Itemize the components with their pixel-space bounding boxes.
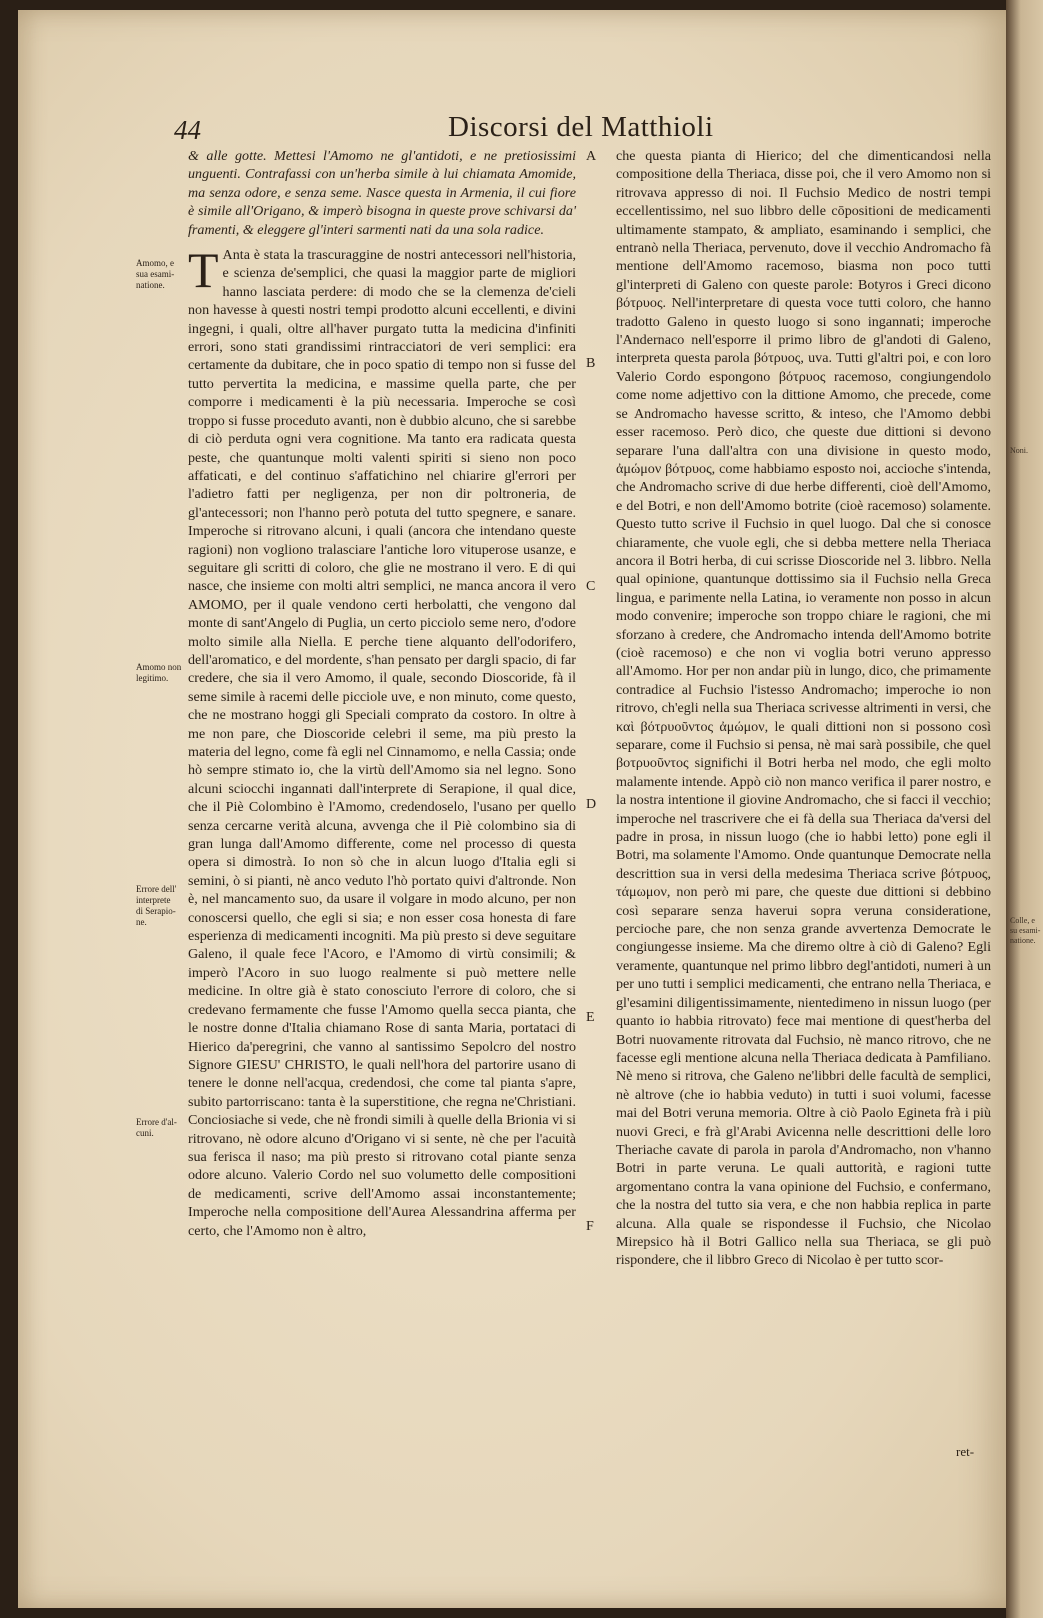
running-title: Discorsi del Matthioli	[448, 111, 714, 143]
gutter-note: Colle, e su esami- natione.	[1010, 916, 1041, 945]
marginal-note: Errore dell' interprete di Serapio- ne.	[136, 884, 177, 927]
right-body-text: che questa pianta di Hierico; del che dimenticandosi nella compositione della Theriaca, disse poi, che il vero Amomo non si ritrovava appresso di noi. Il Fuchsio Medico de nostri tempi eccellentissimo, nel suo libbro delle cōpositioni de medicamenti ultimamente stampato, & ampliato, esaminando i semplici, che entranò nella Theriaca, pervenuto, dove il vecchio Andromacho fà mentione dell'Amomo racemoso, biasma non poco tutti gl'interpreti di Galeno con queste parole: Botyros i Greci dicono βότρυος. Nell'interpretare di questa voce tutti coloro, che hanno tradotto Galeno in questo luogo si sono ingannati; imperoche l'Andernaco nell'esporre il primo libro de gl'andoti di Galeno, interpreta questa parola βότρυος, uva. Tutti gl'altri poi, e con loro Valerio Cordo espongono βότρυος racemoso, congiungendolo come nome adjettivo con la dittione Amomo, che precede, come se Andromacho havesse scritto, & inteso, che l'Amomo debbi esser racemoso. Però dico, che queste due dittioni si devono separare l'una dall'altra con una divisione in questo modo, ἀμώμον βότρυος, come habbiamo esposto noi, accioche s'intenda, che Andromacho scrive di due herbe differenti, cioè dell'Amomo, e del Botri, e non dell'Amomo botrite (cioè racemoso) solamente. Questo tutto scrive il Fuchsio in quel luogo. Dal che si conosce chiaramente, che vuole egli, che si debba mettere nella Theriaca ancora il Botri herba, di cui scrisse Dioscoride nel 3. libbro. Nella qual opinione, quantunque dottissimo sia il Fuchsio nella Greca lingua, e parimente nella Latina, io veramente non posso in alcun modo convenire; imperoche son troppo chiare le ragioni, che mi sforzano à credere, che Andromacho intenda dell'Amomo botrite (cioè racemoso) e che non vi voglia botri veruno appresso all'Amomo. Hor per non andar più in lungo, dico, che primamente contradice al Fuchsio l'istesso Andromacho; imperoche io non ritrovo, ch'egli nella sua Theriaca scrivesse altrimenti in versi, che καὶ βότρυοῦντος ἀμώμον, le quali dittioni non si possono così separare, come il Fuchsio si pensa, nè mai sarà possibile, che quel βοτρυοῦντος significhi il Botri herba nel modo, che egli molto malamente intende. Appò ciò non manco verifica il parer nostro, e la nostra intentione il giovine Andromacho, che si facci il vecchio; imperoche nel trascrivere che ei fà della sua Theriaca da'versi del padre in prosa, in nissun luogo (che io habbi letto) pone egli il Botri, ma solamente l'Amomo. Onde quantunque Democrate nella descrittion sua in versi della medesima Theriaca scrive βότρυος, τάμωμον, non però mi pare, che queste due dittioni si debbino così separare senza haverui sopra veruna consideratione, percioche pare, che non senza grande avvertenza Democrate le congiungesse insieme. Ma che diremo oltre à ciò di Galeno? Egli veramente, quantunque nel primo libbro degl'antidoti, numeri à un per uno tutti i semplici medicamenti, che entrano nella Theriaca, e gl'esamini diligentissimamente, nientedimeno in nissun luogo (per quanto io habbia ritrovato) fece mai mentione di quest'herba del Botri nuovamente ritrovata dal Fuchsio, nè manco ritrovo, che ne facesse egli mentione alcuna nella Theriaca dedicata à Pamfiliano. Nè meno si ritrova, che Galeno ne'libbri delle facultà de semplici, nè altrove (che io habbia veduto) in tutti i suoi volumi, facesse mai del Botri veruna memoria. Oltre à ciò Paolo Egineta frà i più nuovi Greci, e frà gl'Arabi Avicenna nelle descrittioni delle loro Theriache cavate di parola in parola d'Andromacho, non v'hanno Botri in parte veruna. Le quali auttorità, e ragioni tutte argomentano contra la vana opinione del Fuchsio, e confermano, che la nostra del tutto sia vera, e che non habbia replica in parte alcuna. Alla quale se rispondesse il Fuchsio, che Nicolao Mirepsico hà il Botri Gallico nella sua Theriaca, se gli può rispondere, che il libbro Greco di Nicolao è per tutto scor-	[616, 148, 991, 1269]
page-number: 44	[174, 115, 201, 145]
page-header	[18, 107, 1008, 147]
section-letter: E	[586, 1010, 595, 1025]
section-letter: D	[586, 797, 597, 812]
next-page-edge	[1006, 0, 1043, 1618]
left-body	[188, 242, 576, 1240]
marginal-note: Amomo non legitimo.	[136, 662, 182, 683]
section-letter: B	[586, 356, 596, 371]
left-body-text: Anta è stata la trascuraggine de nostri antecessori nell'historia, e scienza de'semplici, che quasi la maggior parte de migliori hanno lasciata perdere: di modo che se la clemenza de'cieli non havesse à questi nostri tempi prodotto alcuni eccellenti, e divini ingegni, i quali, oltre all'haver purgato tutta la medicina d'infiniti errori, sono stati grandissimi rintracciatori de veri semplici: era certamente da dubitare, che in poco spatio di tempo non si fusse del tutto pervertita la medicina, e massime quella parte, che per comporre i medicamenti è la più necessaria. Imperoche se così troppo si fusse proceduto avanti, non è dubbio alcuno, che si sarebbe di ciò perduta ogni vera cognitione. Ma tanto era radicata questa peste, che quantunque molti valenti spiriti si sieno non poco affaticati, e del continuo s'affatichino nel chiarire gl'errori per l'adietro fatti per negligenza, per non dir poltroneria, de gl'antecessori; non l'hanno però potuta del tutto spegnere, e sanare. Imperoche si ritrovano alcuni, i quali (ancora che intendano queste ragioni) non vogliono tralasciare l'antiche loro vituperose usanze, e seguitare gli scritti di coloro, che glie ne mostrano il vero. E di qui nasce, che insieme con molti altri semplici, ne manca ancora il vero AMOMO, per il quale vendono certi herbolatti, che vengono dal monte di sant'Angelo di Puglia, un certo picciolo seme nero, d'odore molto simile alla Niella. E perche tiene alquanto dell'odorifero, dell'aromatico, e del mordente, s'han pensato per dargli spacio, di far credere, che sia il vero Amomo, il quale, secondo Dioscoride, fà il seme simile à racemi delle picciole uve, e non minuto, come questo, che ne mostrano hoggi gli Speciali comprato da costoro. In oltre à me non pare, che Dioscoride celebri il seme, ma più presto la materia del legno, come fà egli nel Cinnamomo, e nella Cassia; onde hò sempre stimato io, che la virtù dell'Amomo sia nel legno. Sono alcuni sciocchi ingannati dall'interprete di Serapione, il qual dice, che il Piè Colombino è l'Amomo, credendoselo, l'usano per quello senza cercarne verità alcuna, avvenga che il Piè colombino sia di gran lunga dall'Amomo differente, come nel processo di questa opera si dimostrà. Io non sò che in alcun luogo d'Italia egli si semini, ò si pianti, nè anco veduto l'hò portato quivi d'altronde. Non è, nel mancamento suo, da usare il volgare in modo alcuno, per non conoscersi quello, che egli si sia; e non esser cosa honesta di fare esperienza di medicamenti incogniti. Ma più presto si deve seguitare Galeno, il quale fece l'Acoro, e l'Amomo di virtù consimili; & imperò l'Acoro in suo luogo realmente si può mettere nelle medicine. In oltre già è stato conosciuto l'errore di coloro, che si credevano fermamente che fusse l'Amomo quella secca pianta, che le nostre donne d'Italia chiamano Rose di santa Maria, portataci di Hierico da'peregrini, che vanno al santissimo Sepolcro del nostro Signore GIESU' CHRISTO, le quali nell'hora del partorire usano di tenere le donne nell'acqua, credendosi, che come tal pianta s'apre, subito partorriscano: tanta è la superstitione, che regna ne'Christiani. Conciosiache si vede, che nè frondi simili à quelle della Brionia vi si ritrovano, nè odore alcuno d'Origano vi si sente, nè che per l'acuità sua ferisca il naso; ma più presto si ritrovano cotal piante senza odore alcuno. Valerio Cordo nel suo volumetto delle compositioni de medicamenti, scrive dell'Amomo assai inconstantemente; Imperoche nella compositione dell'Aurea Alessandrina afferma per certo, che l'Amomo non è altro,	[188, 247, 576, 1239]
section-letter: F	[586, 1219, 594, 1234]
gutter-note: Noni.	[1010, 446, 1028, 455]
marginal-note: Amomo, e sua esami- natione.	[136, 258, 175, 290]
marginal-note: Errore d'al- cuni.	[136, 1117, 177, 1138]
book-page	[18, 10, 1008, 1608]
section-letter: C	[586, 579, 596, 594]
drop-cap: T	[188, 242, 219, 299]
section-letter: A	[586, 149, 597, 164]
italic-intro: & alle gotte. Mettesi l'Amomo ne gl'antidoti, e ne pretiosissimi unguenti. Contrafassi con un'herba simile à lui chiamata Amomide, ma senza odore, e senza seme. Nasce questa in Armenia, il cui fiore è simile all'Origano, & imperò bisogna in queste prove schivarsi da' framenti, & eleggere gl'interi sarmenti nati da una sola radice.	[188, 148, 576, 238]
left-column	[188, 147, 576, 1240]
catchword: ret-	[956, 1444, 975, 1459]
right-column	[616, 147, 991, 1270]
